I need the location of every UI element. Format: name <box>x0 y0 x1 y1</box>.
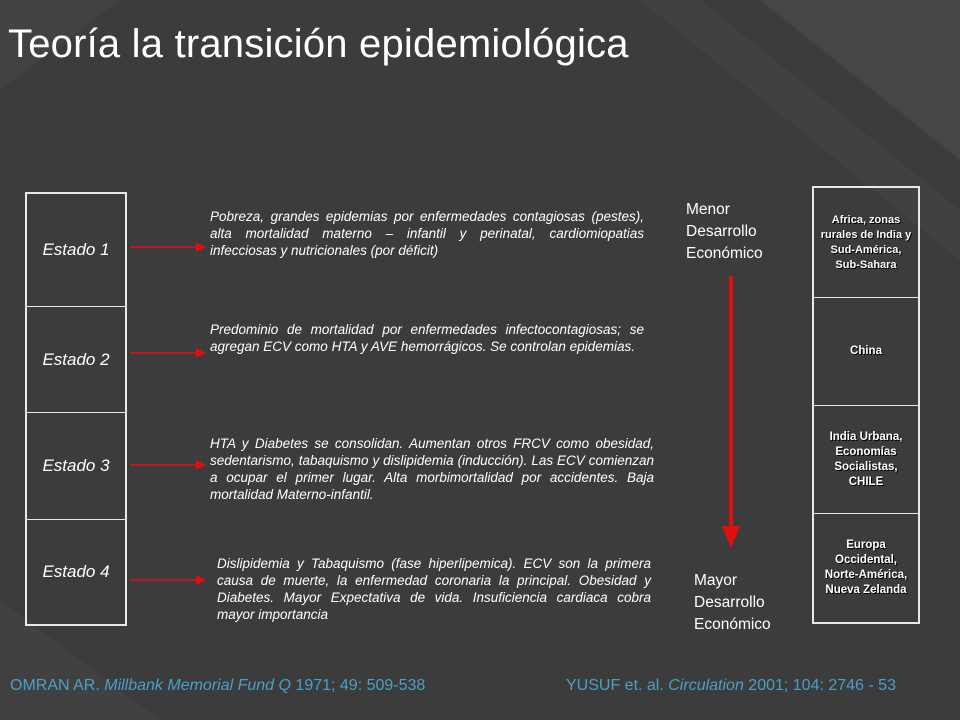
citation-yusuf-ref: 2001; 104: 2746 - 53 <box>743 677 896 694</box>
development-top-line-3: Económico <box>686 245 763 262</box>
development-top-label <box>686 199 763 265</box>
development-top-line-1: Menor <box>686 201 730 218</box>
arrow-down-icon <box>720 276 742 550</box>
region-3-label: India Urbana, Economías Socialistas, CHILE <box>829 430 903 488</box>
stage-1-description: Pobreza, grandes epidemias por enfermedades contagiosas (pestes), alta mortalidad materno – infantil y perinatal, cardiomiopatias infecciosas y nutricionales (por déficit) <box>210 209 644 258</box>
citation-omran-authors: OMRAN AR. <box>10 677 105 694</box>
development-bottom-label <box>694 570 771 636</box>
development-bottom-line-3: Económico <box>694 616 771 633</box>
stage-2 <box>27 307 125 413</box>
region-3 <box>814 406 918 514</box>
stage-4 <box>27 520 125 624</box>
arrow-right-icon <box>128 346 208 360</box>
arrow-right-icon <box>128 240 208 254</box>
stage-3-description: HTA y Diabetes se consolidan. Aumentan otros FRCV como obesidad, sedentarismo, tabaquismo y dislipidemia (inducción). Las ECV comienzan a ocupar el primer lugar. Alta morbimortalidad por accidentes. Baja mortalidad Materno-infantil. <box>210 436 654 502</box>
stage-1-label: Estado 1 <box>42 240 110 259</box>
stage-4-description: Dislipidemia y Tabaquismo (fase hiperlipemica). ECV son la primera causa de muerte, la enfermedad coronaria la principal. Obesidad y Diabetes. Mayor Expectativa de vida. Insuficiencia cardiaca cobra mayor importancia <box>217 556 651 622</box>
citation-yusuf-authors: YUSUF et. al. <box>566 677 669 694</box>
arrow-right-icon <box>128 573 208 587</box>
citation-omran-journal: Millbank Memorial Fund Q <box>104 677 291 694</box>
citation-omran <box>10 677 425 695</box>
region-4 <box>814 514 918 622</box>
stage-2-description: Predominio de mortalidad por enfermedades infectocontagiosas; se agregan ECV como HTA y AVE hemorrágicos. Se controlan epidemias. <box>210 322 644 354</box>
stage-3 <box>27 413 125 520</box>
development-top-line-2: Desarrollo <box>686 223 757 240</box>
stage-2-label: Estado 2 <box>42 349 110 369</box>
development-bottom-line-2: Desarrollo <box>694 594 765 611</box>
stage-1 <box>27 194 125 307</box>
stage-4-label: Estado 4 <box>42 562 110 581</box>
stage-3-label: Estado 3 <box>42 456 110 475</box>
citation-omran-ref: 1971; 49: 509-538 <box>290 677 426 694</box>
citation-yusuf-journal: Circulation <box>668 677 744 694</box>
regions-column <box>812 186 920 624</box>
page-title: Teoría la transición epidemiológica <box>8 22 629 66</box>
arrow-right-icon <box>128 458 208 472</box>
region-2 <box>814 298 918 406</box>
region-2-label: China <box>850 345 882 357</box>
development-bottom-line-1: Mayor <box>694 572 738 589</box>
citation-yusuf <box>566 677 896 695</box>
region-4-label: Europa Occidental, Norte-América, Nueva Zelanda <box>824 539 908 596</box>
region-1 <box>814 188 918 298</box>
region-1-label: Africa, zonas rurales de India y Sud-América, Sub-Sahara <box>820 213 912 271</box>
stages-column <box>25 192 127 626</box>
